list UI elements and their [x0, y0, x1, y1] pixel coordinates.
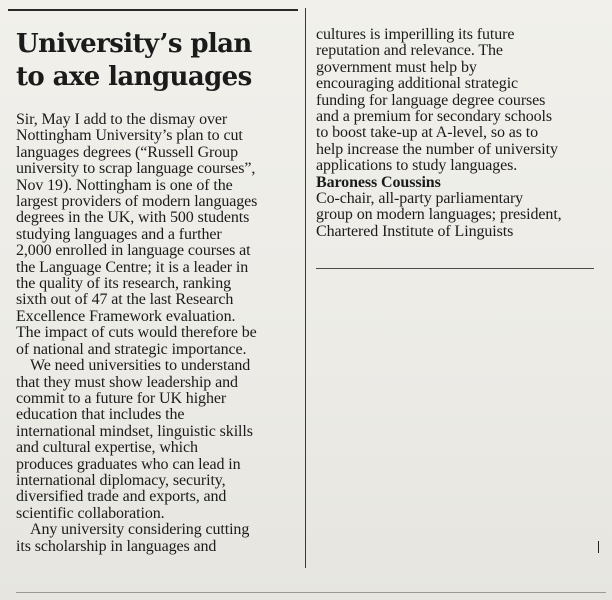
text-line: of national and strategic importance.: [16, 340, 247, 358]
text-line: to boost take-up at A-level, so as to: [316, 124, 539, 142]
text-line: university to scrap language courses”,: [16, 160, 256, 178]
text-line: its scholarship in languages and: [16, 537, 217, 555]
signature-rule: [316, 268, 594, 269]
signature-title-line: Chartered Institute of Linguists: [316, 222, 514, 240]
letter-column-1: [16, 112, 300, 555]
signature-title-line: Co-chair, all-party parliamentary: [316, 190, 524, 208]
top-rule: [8, 9, 298, 11]
text-line: international diplomacy, security,: [16, 471, 226, 489]
text-line: and cultural expertise, which: [16, 439, 198, 457]
text-line: studying languages and a further: [16, 225, 222, 243]
text-line: the Language Centre; it is a leader in: [16, 258, 249, 276]
text-line: The impact of cuts would therefore be: [16, 324, 257, 342]
text-line: We need universities to understand: [30, 357, 251, 375]
text-line: sixth out of 47 at the last Research: [16, 291, 234, 309]
text-line: scientific collaboration.: [16, 504, 165, 522]
signature-title-line: group on modern languages; president,: [316, 206, 562, 224]
text-line: the quality of its research, ranking: [16, 275, 231, 293]
column-divider: [305, 8, 306, 568]
text-line: Nottingham University’s plan to cut: [16, 127, 243, 145]
text-line: applications to study languages.: [316, 157, 518, 175]
text-line: funding for language degree courses: [316, 91, 546, 109]
text-line: 2,000 enrolled in language courses at: [16, 242, 251, 260]
text-line: encouraging additional strategic: [316, 75, 519, 93]
signature-name: Baroness Coussins: [316, 173, 441, 191]
text-line: degrees in the UK, with 500 students: [16, 209, 250, 227]
text-line: languages degrees (“Russell Group: [16, 143, 238, 161]
text-line: Nov 19). Nottingham is one of the: [16, 176, 233, 194]
text-line: produces graduates who can lead in: [16, 455, 241, 473]
text-line: Any university considering cutting: [30, 521, 250, 539]
text-line: help increase the number of university: [316, 140, 558, 158]
headline: [16, 28, 296, 94]
text-line: largest providers of modern languages: [16, 193, 258, 211]
headline-line: University’s plan: [16, 29, 252, 59]
edge-mark: [598, 541, 599, 553]
headline-line: to axe languages: [16, 62, 252, 92]
text-line: commit to a future for UK higher: [16, 389, 227, 407]
text-line: and a premium for secondary schools: [316, 108, 552, 126]
text-line: international mindset, linguistic skills: [16, 422, 253, 440]
letter-column-2: [316, 27, 606, 240]
text-line: reputation and relevance. The: [316, 42, 503, 60]
text-line: Excellence Framework evaluation.: [16, 307, 236, 325]
text-line: that they must show leadership and: [16, 373, 238, 391]
text-line: Sir, May I add to the dismay over: [16, 111, 228, 128]
text-line: diversified trade and exports, and: [16, 488, 227, 506]
text-line: government must help by: [316, 58, 477, 76]
bottom-rule: [16, 592, 606, 593]
text-line: education that includes the: [16, 406, 185, 424]
text-line: cultures is imperilling its future: [316, 26, 515, 43]
